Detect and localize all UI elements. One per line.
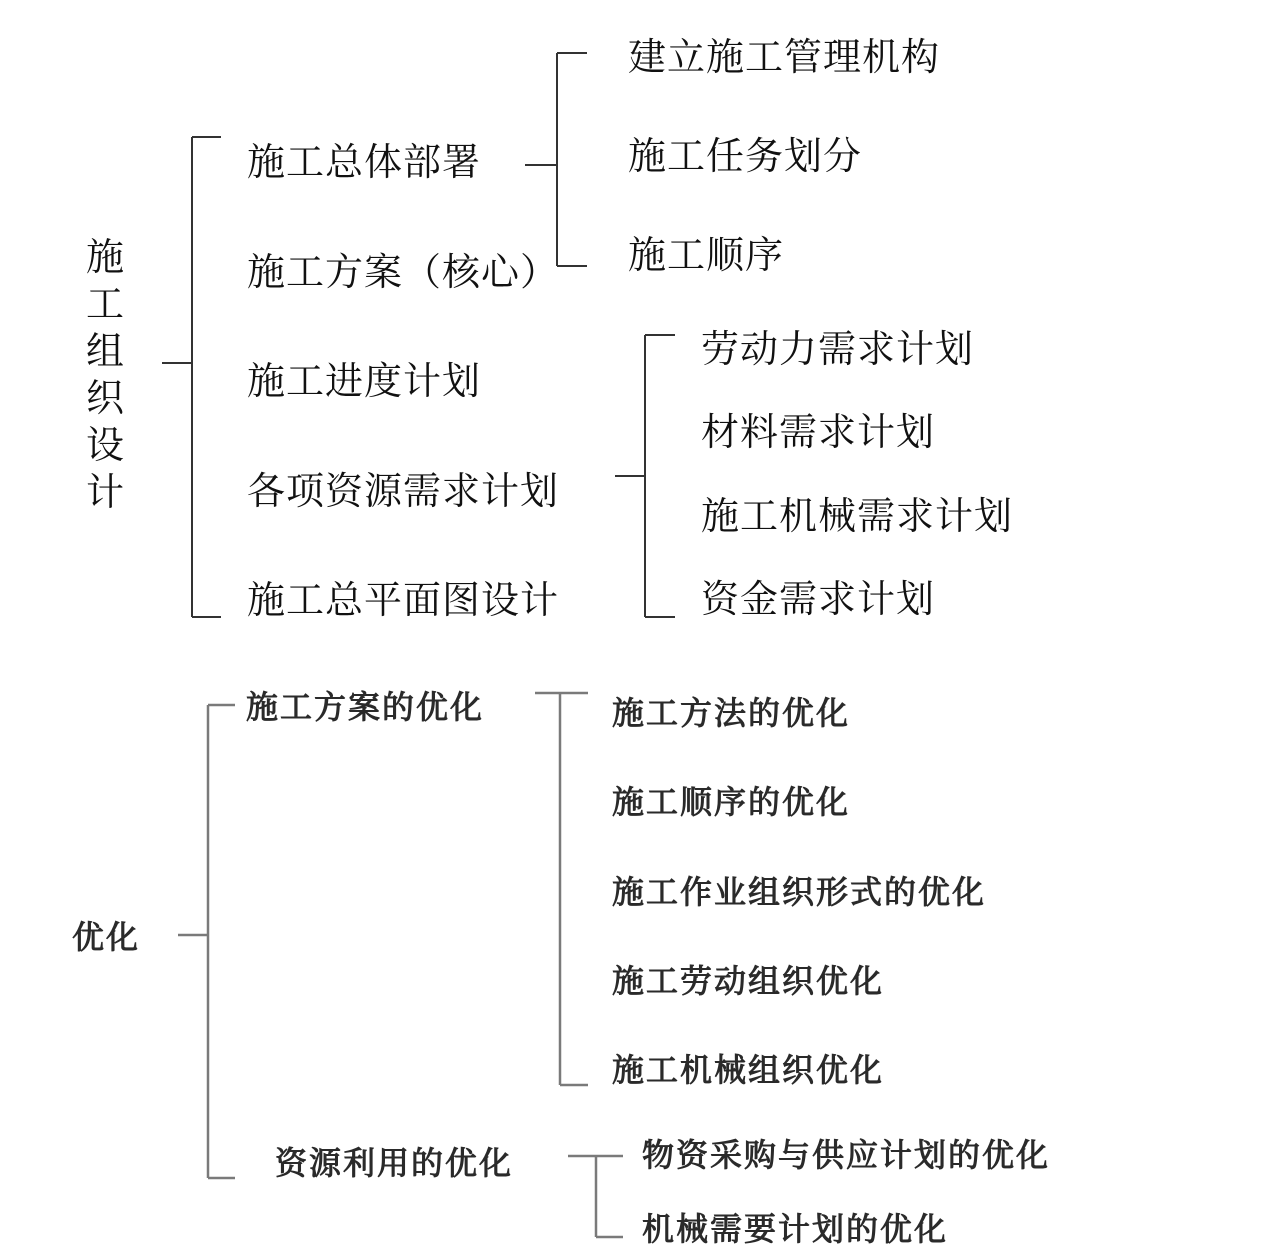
bottom-resource-bracket [568, 1156, 623, 1237]
bottom-leaf-method: 施工方法的优化 [612, 694, 851, 732]
top-root-char: 施 [85, 235, 124, 279]
top-root-char: 织 [85, 376, 124, 420]
top-leaf-management-org: 建立施工管理机构 [628, 35, 941, 79]
top-node-site-layout: 施工总平面图设计 [247, 578, 560, 622]
top-root-char: 组 [85, 329, 124, 373]
bottom-scheme-bracket [535, 693, 588, 1085]
top-leaf-material-plan: 材料需求计划 [701, 410, 936, 454]
top-main-bracket [162, 137, 221, 617]
top-node-general-deployment: 施工总体部署 [247, 140, 482, 184]
top-deployment-bracket [525, 53, 587, 266]
top-node-resource-plan: 各项资源需求计划 [247, 469, 560, 513]
top-leaf-fund-plan: 资金需求计划 [701, 577, 936, 621]
top-node-progress-plan: 施工进度计划 [247, 359, 482, 403]
bottom-root-label: 优化 [72, 918, 141, 956]
bottom-leaf-machinery-demand-plan: 机械需要计划的优化 [642, 1210, 949, 1248]
top-leaf-machinery-plan: 施工机械需求计划 [701, 494, 1014, 538]
top-root-char: 设 [85, 423, 124, 467]
top-leaf-task-division: 施工任务划分 [628, 134, 863, 178]
bottom-leaf-sequence: 施工顺序的优化 [612, 783, 851, 821]
bottom-leaf-procurement-plan: 物资采购与供应计划的优化 [642, 1136, 1051, 1174]
bottom-leaf-work-organization: 施工作业组织形式的优化 [612, 873, 987, 911]
top-node-construction-scheme: 施工方案（核心） [247, 250, 560, 294]
bottom-main-bracket [178, 705, 235, 1178]
top-leaf-sequence: 施工顺序 [628, 233, 785, 277]
top-leaf-labor-plan: 劳动力需求计划 [701, 327, 975, 371]
bottom-node-resource-optimization: 资源利用的优化 [275, 1144, 514, 1182]
top-root-char: 工 [85, 282, 124, 326]
bottom-leaf-labor-organization: 施工劳动组织优化 [612, 962, 885, 1000]
top-root-label [83, 234, 127, 516]
top-resource-bracket [615, 335, 675, 617]
bottom-node-scheme-optimization: 施工方案的优化 [246, 688, 485, 726]
bottom-leaf-machinery-organization: 施工机械组织优化 [612, 1051, 885, 1089]
top-root-char: 计 [85, 470, 124, 514]
